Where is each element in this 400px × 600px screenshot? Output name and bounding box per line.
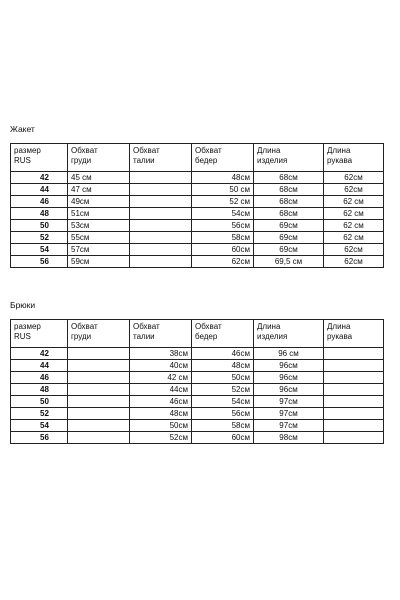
size-cell: 52 <box>11 408 68 420</box>
length-cell: 69см <box>254 244 324 256</box>
length-cell: 68см <box>254 172 324 184</box>
table-row <box>11 208 384 220</box>
hips-cell: 60см <box>192 244 254 256</box>
table-header-row <box>11 320 384 348</box>
size-cell: 42 <box>11 348 68 360</box>
size-cell: 54 <box>11 420 68 432</box>
waist-cell: 42 см <box>130 372 192 384</box>
length-cell: 96 см <box>254 348 324 360</box>
chest-cell <box>68 420 130 432</box>
length-cell: 69см <box>254 232 324 244</box>
table-row <box>11 196 384 208</box>
hips-cell: 50 см <box>192 184 254 196</box>
header-chest: Обхват груди <box>68 144 130 172</box>
chest-cell <box>68 432 130 444</box>
chest-cell <box>68 348 130 360</box>
size-cell: 50 <box>11 396 68 408</box>
header-waist: Обхват талии <box>130 320 192 348</box>
table-row <box>11 384 384 396</box>
pants-size-table <box>10 319 384 444</box>
sleeve-cell <box>324 420 384 432</box>
waist-cell <box>130 184 192 196</box>
sleeve-cell: 62 см <box>324 232 384 244</box>
size-cell: 44 <box>11 184 68 196</box>
length-cell: 96см <box>254 384 324 396</box>
length-cell: 97см <box>254 396 324 408</box>
chest-cell: 57см <box>68 244 130 256</box>
hips-cell: 46см <box>192 348 254 360</box>
sleeve-cell <box>324 360 384 372</box>
hips-cell: 50см <box>192 372 254 384</box>
sleeve-cell: 62 см <box>324 220 384 232</box>
waist-cell <box>130 172 192 184</box>
length-cell: 69,5 см <box>254 256 324 268</box>
chest-cell <box>68 384 130 396</box>
chest-cell <box>68 360 130 372</box>
hips-cell: 60см <box>192 432 254 444</box>
hips-cell: 58см <box>192 420 254 432</box>
table-header-row <box>11 144 384 172</box>
length-cell: 98см <box>254 432 324 444</box>
header-length: Длина изделия <box>254 320 324 348</box>
table-row <box>11 348 384 360</box>
hips-cell: 54см <box>192 396 254 408</box>
chest-cell: 53см <box>68 220 130 232</box>
size-cell: 44 <box>11 360 68 372</box>
jacket-title: Жакет <box>10 124 35 134</box>
waist-cell <box>130 208 192 220</box>
size-cell: 46 <box>11 196 68 208</box>
sleeve-cell <box>324 348 384 360</box>
header-chest: Обхват груди <box>68 320 130 348</box>
header-size: размер RUS <box>11 144 68 172</box>
chest-cell: 51см <box>68 208 130 220</box>
sleeve-cell: 62см <box>324 172 384 184</box>
sleeve-cell <box>324 384 384 396</box>
size-cell: 48 <box>11 208 68 220</box>
waist-cell <box>130 256 192 268</box>
sleeve-cell: 62см <box>324 184 384 196</box>
sleeve-cell: 62см <box>324 244 384 256</box>
sleeve-cell: 62 см <box>324 208 384 220</box>
length-cell: 68см <box>254 184 324 196</box>
jacket-size-table <box>10 143 384 268</box>
table-row <box>11 232 384 244</box>
table-row <box>11 360 384 372</box>
table-row <box>11 396 384 408</box>
waist-cell: 48см <box>130 408 192 420</box>
waist-cell: 44см <box>130 384 192 396</box>
size-cell: 46 <box>11 372 68 384</box>
pants-title: Брюки <box>10 300 36 310</box>
length-cell: 69см <box>254 220 324 232</box>
header-sleeve: Длина рукава <box>324 320 384 348</box>
length-cell: 68см <box>254 196 324 208</box>
chest-cell <box>68 408 130 420</box>
chest-cell <box>68 372 130 384</box>
table-row <box>11 184 384 196</box>
length-cell: 97см <box>254 408 324 420</box>
size-cell: 56 <box>11 432 68 444</box>
waist-cell <box>130 196 192 208</box>
table-row <box>11 420 384 432</box>
table-row <box>11 432 384 444</box>
waist-cell: 38см <box>130 348 192 360</box>
size-cell: 50 <box>11 220 68 232</box>
size-cell: 54 <box>11 244 68 256</box>
sleeve-cell <box>324 372 384 384</box>
waist-cell: 40см <box>130 360 192 372</box>
chest-cell: 45 см <box>68 172 130 184</box>
table-row <box>11 256 384 268</box>
length-cell: 96см <box>254 360 324 372</box>
chest-cell: 59см <box>68 256 130 268</box>
hips-cell: 56см <box>192 220 254 232</box>
chest-cell: 47 см <box>68 184 130 196</box>
table-row <box>11 408 384 420</box>
header-length: Длина изделия <box>254 144 324 172</box>
chest-cell: 55см <box>68 232 130 244</box>
size-cell: 42 <box>11 172 68 184</box>
header-waist: Обхват талии <box>130 144 192 172</box>
waist-cell <box>130 220 192 232</box>
size-cell: 48 <box>11 384 68 396</box>
sleeve-cell <box>324 432 384 444</box>
hips-cell: 52см <box>192 384 254 396</box>
header-hips: Обхват бедер <box>192 320 254 348</box>
header-sleeve: Длина рукава <box>324 144 384 172</box>
length-cell: 97см <box>254 420 324 432</box>
hips-cell: 48см <box>192 172 254 184</box>
table-row <box>11 220 384 232</box>
sleeve-cell: 62 см <box>324 196 384 208</box>
header-size: размер RUS <box>11 320 68 348</box>
chest-cell: 49см <box>68 196 130 208</box>
table-row <box>11 172 384 184</box>
hips-cell: 54см <box>192 208 254 220</box>
hips-cell: 52 см <box>192 196 254 208</box>
waist-cell: 46см <box>130 396 192 408</box>
sleeve-cell: 62см <box>324 256 384 268</box>
sleeve-cell <box>324 408 384 420</box>
sleeve-cell <box>324 396 384 408</box>
length-cell: 68см <box>254 208 324 220</box>
hips-cell: 62см <box>192 256 254 268</box>
waist-cell: 52см <box>130 432 192 444</box>
hips-cell: 56см <box>192 408 254 420</box>
hips-cell: 58см <box>192 232 254 244</box>
waist-cell <box>130 244 192 256</box>
waist-cell: 50см <box>130 420 192 432</box>
waist-cell <box>130 232 192 244</box>
length-cell: 96см <box>254 372 324 384</box>
table-row <box>11 372 384 384</box>
hips-cell: 48см <box>192 360 254 372</box>
size-cell: 56 <box>11 256 68 268</box>
size-cell: 52 <box>11 232 68 244</box>
table-row <box>11 244 384 256</box>
chest-cell <box>68 396 130 408</box>
header-hips: Обхват бедер <box>192 144 254 172</box>
